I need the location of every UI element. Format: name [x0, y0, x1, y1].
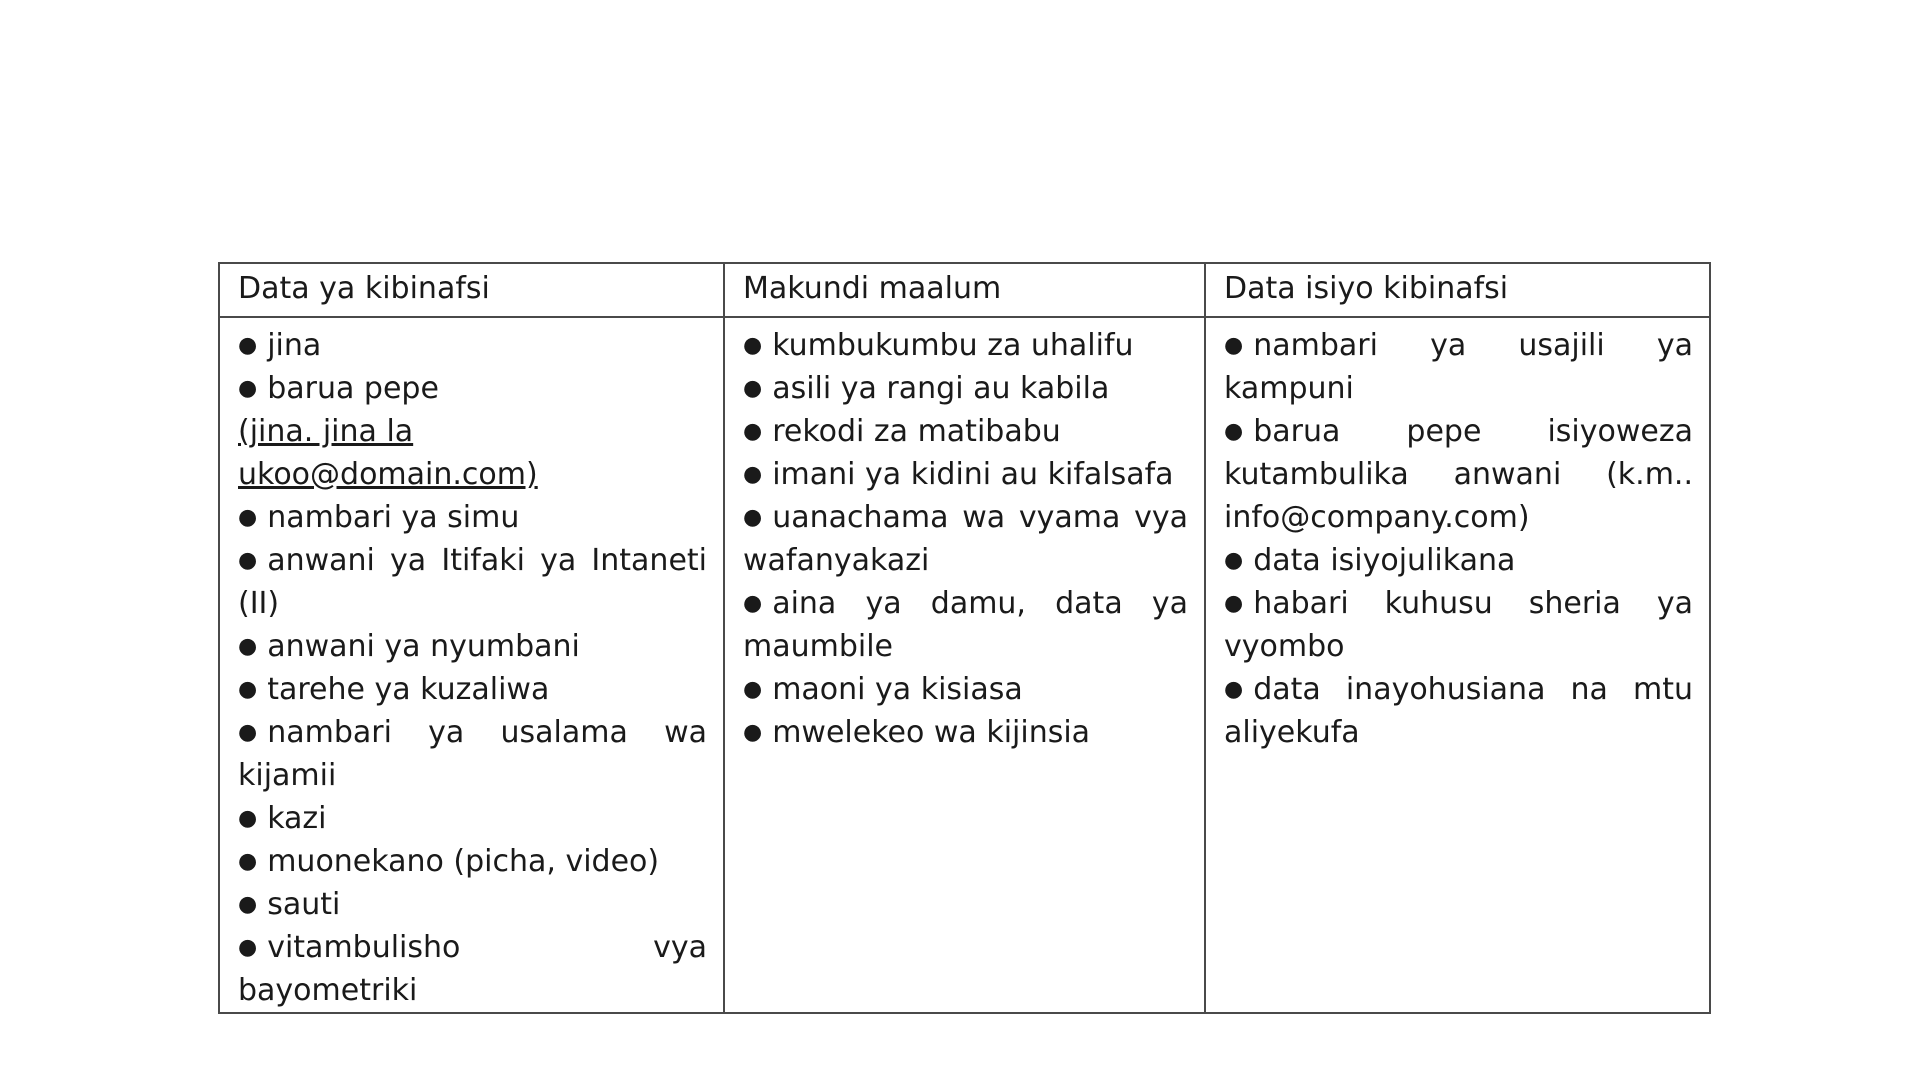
bullet-icon: ●: [743, 376, 763, 401]
personal-data-list: [238, 324, 707, 1012]
personal-data-cell: [219, 317, 724, 1013]
bullet-icon: ●: [1224, 677, 1244, 702]
header-personal-data: Data ya kibinafsi: [219, 263, 724, 317]
list-item: ● barua pepe (jina. jina la ukoo@domain.com): [238, 367, 707, 496]
bullet-icon: ●: [238, 333, 258, 358]
list-item: ● uanachama wa vyama vya wafanyakazi: [743, 496, 1188, 582]
list-item: ● mwelekeo wa kijinsia: [743, 711, 1188, 754]
bullet-icon: ●: [238, 548, 258, 573]
list-item: ● nambari ya usajili ya kampuni: [1224, 324, 1693, 410]
list-item: ● vitambulisho vya bayometriki: [238, 926, 707, 1012]
list-item: ● nambari ya usalama wa kijamii: [238, 711, 707, 797]
list-item: ● asili ya rangi au kabila: [743, 367, 1188, 410]
bullet-icon: ●: [238, 892, 258, 917]
list-item: ● aina ya damu, data ya maumbile: [743, 582, 1188, 668]
bullet-icon: ●: [238, 806, 258, 831]
bullet-icon: ●: [238, 677, 258, 702]
list-item: ● rekodi za matibabu: [743, 410, 1188, 453]
bullet-icon: ●: [238, 849, 258, 874]
list-item: ● kazi: [238, 797, 707, 840]
bullet-icon: ●: [743, 591, 763, 616]
bullet-icon: ●: [743, 419, 763, 444]
bullet-icon: ●: [1224, 333, 1244, 358]
list-item: ● imani ya kidini au kifalsafa: [743, 453, 1188, 496]
list-item: ● kumbukumbu za uhalifu: [743, 324, 1188, 367]
list-item: ● barua pepe isiyoweza kutambulika anwani (k.m.. info@company.com): [1224, 410, 1693, 539]
table-header-row: [219, 263, 1710, 317]
list-item: ● anwani ya Itifaki ya Intaneti (II): [238, 539, 707, 625]
non-personal-data-cell: [1205, 317, 1710, 1013]
list-item: ● tarehe ya kuzaliwa: [238, 668, 707, 711]
list-item: ● maoni ya kisiasa: [743, 668, 1188, 711]
list-item: ● nambari ya simu: [238, 496, 707, 539]
bullet-icon: ●: [743, 720, 763, 745]
list-item: ● anwani ya nyumbani: [238, 625, 707, 668]
header-special-categories: Makundi maalum: [724, 263, 1205, 317]
bullet-icon: ●: [743, 462, 763, 487]
table-body-row: [219, 317, 1710, 1013]
non-personal-data-list: [1224, 324, 1693, 754]
data-categories-table: [218, 262, 1711, 1014]
bullet-icon: ●: [238, 505, 258, 530]
special-categories-list: [743, 324, 1188, 754]
bullet-icon: ●: [743, 333, 763, 358]
list-item: ● jina: [238, 324, 707, 367]
email-example: (jina. jina la ukoo@domain.com): [238, 414, 538, 492]
bullet-icon: ●: [238, 376, 258, 401]
bullet-icon: ●: [1224, 548, 1244, 573]
bullet-icon: ●: [238, 720, 258, 745]
list-item: ● muonekano (picha, video): [238, 840, 707, 883]
bullet-icon: ●: [743, 505, 763, 530]
list-item: ● data inayohusiana na mtu aliyekufa: [1224, 668, 1693, 754]
list-item: ● data isiyojulikana: [1224, 539, 1693, 582]
header-non-personal-data: Data isiyo kibinafsi: [1205, 263, 1710, 317]
list-item: ● habari kuhusu sheria ya vyombo: [1224, 582, 1693, 668]
bullet-icon: ●: [743, 677, 763, 702]
bullet-icon: ●: [238, 634, 258, 659]
list-item: ● sauti: [238, 883, 707, 926]
special-categories-cell: [724, 317, 1205, 1013]
bullet-icon: ●: [1224, 419, 1244, 444]
bullet-icon: ●: [1224, 591, 1244, 616]
bullet-icon: ●: [238, 935, 258, 960]
